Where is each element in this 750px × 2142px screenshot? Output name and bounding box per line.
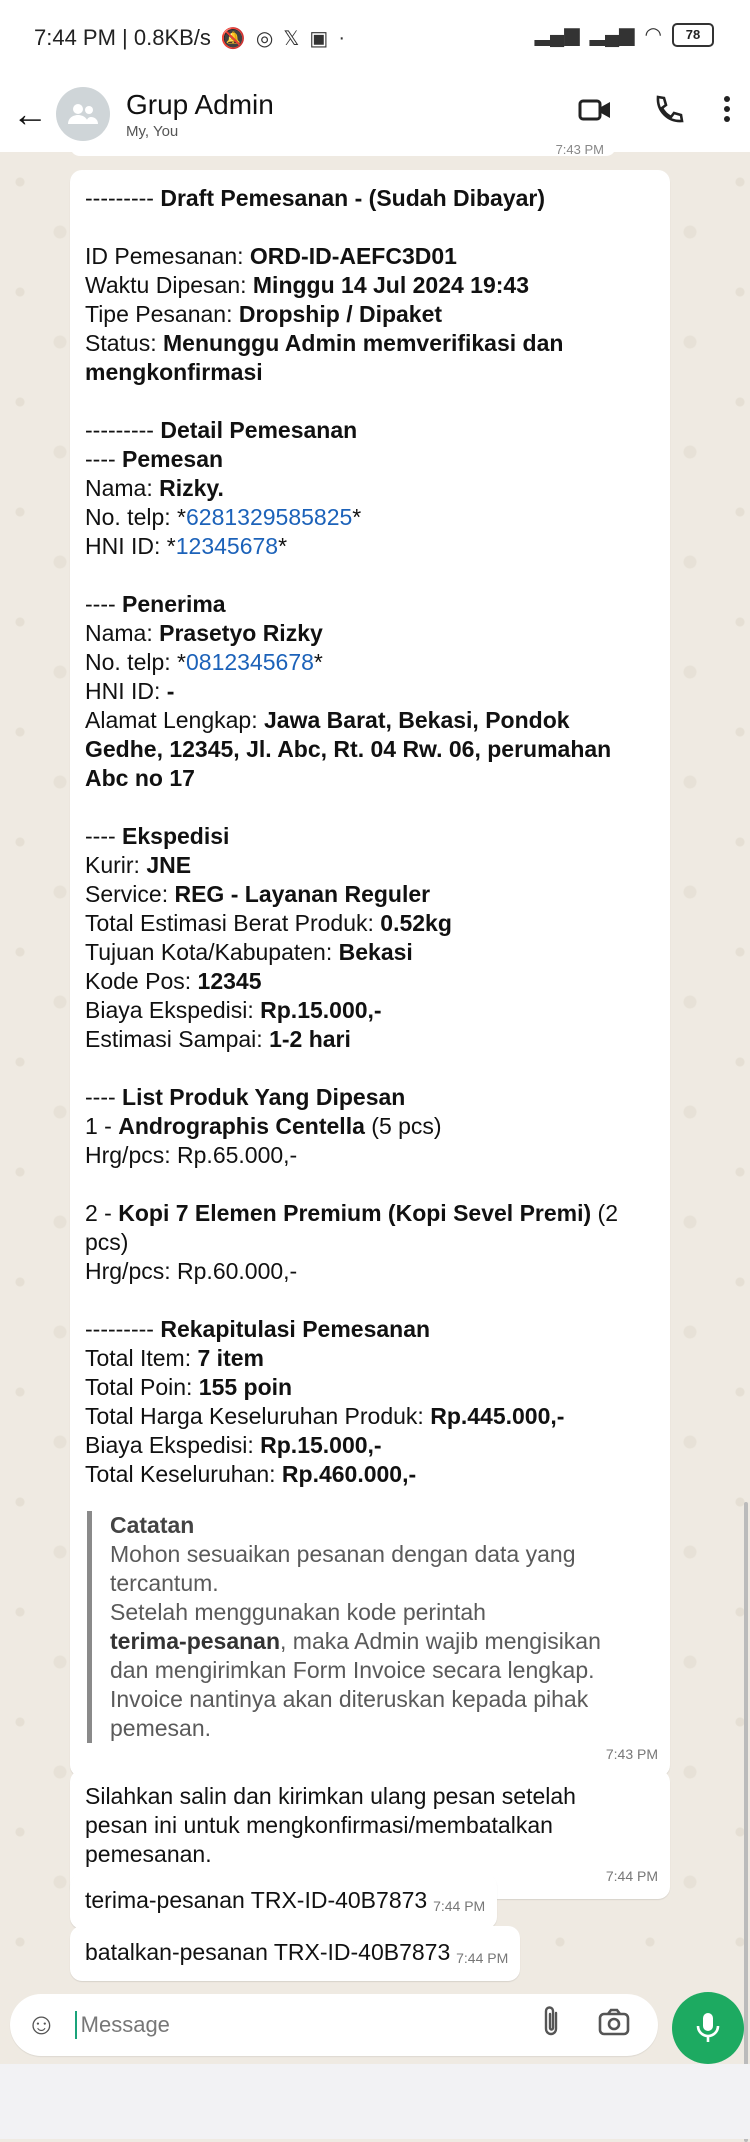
berat: Total Estimasi Berat Produk: 0.52kg <box>85 910 452 936</box>
total-harga: Total Harga Keseluruhan Produk: Rp.445.000,- <box>85 1403 565 1429</box>
total-poin: Total Poin: 155 poin <box>85 1374 293 1400</box>
order-id: ID Pemesanan: ORD-ID-AEFC3D01 <box>85 243 457 269</box>
kota: Tujuan Kota/Kabupaten: Bekasi <box>85 939 413 965</box>
cancel-command-text: batalkan-pesanan TRX-ID-40B7873 <box>85 1939 451 1965</box>
order-type: Tipe Pesanan: Dropship / Dipaket <box>85 301 443 327</box>
system-navigation-bar <box>0 2064 750 2139</box>
message-time: 7:44 PM <box>605 1868 658 1884</box>
mute-icon: 🔕 <box>220 27 246 50</box>
instruction-message-bubble[interactable]: Silahkan salin dan kirimkan ulang pesan setelah pesan ini untuk mengkonfirmasi/membatalkan pemesanan. 7:44 PM <box>70 1770 670 1899</box>
penerima-phone: No. telp: *0812345678* <box>85 649 323 675</box>
message-time: 7:43 PM <box>555 142 604 157</box>
order-time: Waktu Dipesan: Minggu 14 Jul 2024 19:43 <box>85 272 530 298</box>
message-time: 7:44 PM <box>433 1898 486 1914</box>
penerima-header: ---- Penerima <box>85 591 226 617</box>
estimasi: Estimasi Sampai: 1-2 hari <box>85 1026 351 1052</box>
back-arrow-icon[interactable]: ← <box>12 93 48 134</box>
pemesan-phone: No. telp: *6281329585825* <box>85 504 362 530</box>
produk-header: ---- List Produk Yang Dipesan <box>85 1084 406 1110</box>
previous-message-tail <box>70 142 616 156</box>
order-message-bubble[interactable]: --------- Draft Pemesanan - (Sudah Dibayar) ID Pemesanan: ORD-ID-AEFC3D01 Waktu Dipesan: Minggu 14 Jul 2024 19:43 Tipe Pesanan: Dropship / Dipaket Status: Menunggu Admin memverifikasi dan mengkonfirmasi --------- Detail Pemesanan ---- Pemesan Nama: Rizky. No. telp: *6281329585825* HNI ID: *12345678* ---- Penerima Nama: Prasetyo Rizky No. telp: *0812345678* HNI ID: - Alamat Lengkap: Jawa Barat, Bekasi, Pondok Gedhe, 12345, Jl. Abc, Rt. 04 Rw. 06, perumahan Abc no 17 ---- Ekspedisi Kurir: JNE Service: REG - Layanan Reguler Total Estimasi Berat Produk: 0.52kg Tujuan Kota/Kabupaten: Bekasi Kode Pos: 12345 Biaya Ekspedisi: Rp.15.000,- Estimasi Sampai: 1-2 hari ---- List Produk Yang Dipesan 1 - Andrographis Centella (5 pcs) Hrg/pcs: Rp.65.000,- 2 - Kopi 7 Elemen Premium (Kopi Sevel Premi) (2 pcs) Hrg/pcs: Rp.60.000,- --------- Rekapitulasi Pemesanan Total Item: 7 item Total Poin: 155 poin Total Harga Keseluruhan Produk: Rp.445.000,- Biaya Ekspedisi: Rp.15.000,- Total Keseluruhan: Rp.460.000,- Catatan Mohon sesuaikan pesanan dengan data yang tercantum. Setelah menggunakan kode perintah terima-pesanan, maka Admin wajib mengisikan dan mengirimkan Form Invoice secara lengkap. Invoice nantinya akan diteruskan kepada pihak pemesan. 7:43 PM <box>70 170 670 1777</box>
product-1-price: Hrg/pcs: Rp.65.000,- <box>85 1142 298 1168</box>
message-composer <box>0 1984 750 2064</box>
biaya-ekspedisi: Biaya Ekspedisi: Rp.15.000,- <box>85 997 382 1023</box>
accept-command-text: terima-pesanan TRX-ID-40B7873 <box>85 1887 428 1913</box>
linkedin-icon: ▣ <box>309 27 329 50</box>
order-header: --------- Draft Pemesanan - (Sudah Dibayar) <box>85 185 546 211</box>
chat-title-block[interactable] <box>126 89 274 140</box>
group-avatar[interactable] <box>56 87 110 141</box>
kurir: Kurir: JNE <box>85 852 192 878</box>
message-time: 7:43 PM <box>605 1746 658 1762</box>
wifi-icon: ◠ <box>644 24 662 46</box>
camera-icon[interactable] <box>598 2008 630 2043</box>
battery-icon: 78 <box>672 23 714 47</box>
kodepos: Kode Pos: 12345 <box>85 968 262 994</box>
video-call-icon[interactable] <box>578 96 612 130</box>
more-notifications-icon: · <box>338 26 345 49</box>
product-2-price: Hrg/pcs: Rp.60.000,- <box>85 1258 298 1284</box>
message-input[interactable] <box>75 2011 503 2039</box>
rekap-header: --------- Rekapitulasi Pemesanan <box>85 1316 431 1342</box>
phone-link[interactable]: 0812345678 <box>186 649 314 675</box>
message-time: 7:44 PM <box>456 1950 509 1966</box>
message-input-pill <box>10 1994 658 2056</box>
order-status: Status: Menunggu Admin memverifikasi dan <box>85 330 564 356</box>
group-members: My, You <box>126 122 179 140</box>
app-notification-icon: ◎ <box>255 27 274 50</box>
penerima-name: Nama: Prasetyo Rizky <box>85 620 323 646</box>
total-keseluruhan: Total Keseluruhan: Rp.460.000,- <box>85 1461 417 1487</box>
hni-link[interactable]: 12345678 <box>175 533 279 559</box>
signal-icon: ▂▄▆ <box>534 24 580 46</box>
group-name: Grup Admin <box>126 88 274 120</box>
voice-call-icon[interactable] <box>652 94 682 132</box>
microphone-icon <box>695 2011 721 2045</box>
pemesan-name: Nama: Rizky. <box>85 475 224 501</box>
signal-2-icon: ▂▄▆ <box>589 24 635 46</box>
status-time-network: 7:44 PM | 0.8KB/s <box>34 25 211 50</box>
biaya-ekspedisi-2: Biaya Ekspedisi: Rp.15.000,- <box>85 1432 382 1458</box>
total-item: Total Item: 7 item <box>85 1345 264 1371</box>
pemesan-hni: HNI ID: *12345678* <box>85 533 288 559</box>
product-2: 2 - Kopi 7 Elemen Premium (Kopi Sevel Premi) (2 <box>85 1200 618 1226</box>
more-options-icon[interactable] <box>722 94 732 132</box>
product-1: 1 - Andrographis Centella (5 pcs) <box>85 1113 442 1139</box>
detail-header: --------- Detail Pemesanan <box>85 417 358 443</box>
accept-command-bubble[interactable] <box>70 1874 497 1929</box>
emoji-icon[interactable]: ☺ <box>26 2008 57 2041</box>
group-icon <box>66 102 100 126</box>
x-icon: 𝕏 <box>283 27 300 50</box>
phone-link[interactable]: 6281329585825 <box>186 504 353 530</box>
chat-area[interactable] <box>0 142 750 1984</box>
address: Alamat Lengkap: Jawa Barat, Bekasi, Pondok <box>85 707 570 733</box>
cancel-command-bubble[interactable] <box>70 1926 520 1981</box>
voice-record-button[interactable] <box>672 1992 744 2064</box>
pemesan-header: ---- Pemesan <box>85 446 224 472</box>
note-quote: Catatan Mohon sesuaikan pesanan dengan data yang tercantum. Setelah menggunakan kode perintah terima-pesanan, maka Admin wajib mengisikan dan mengirimkan Form Invoice secara lengkap. Invoice nantinya akan diteruskan kepada pihak pemesan. <box>87 1511 654 1743</box>
attach-icon[interactable] <box>540 2005 562 2046</box>
status-bar <box>0 0 750 76</box>
ekspedisi-header: ---- Ekspedisi <box>85 823 230 849</box>
penerima-hni: HNI ID: - <box>85 678 175 704</box>
service: Service: REG - Layanan Reguler <box>85 881 431 907</box>
